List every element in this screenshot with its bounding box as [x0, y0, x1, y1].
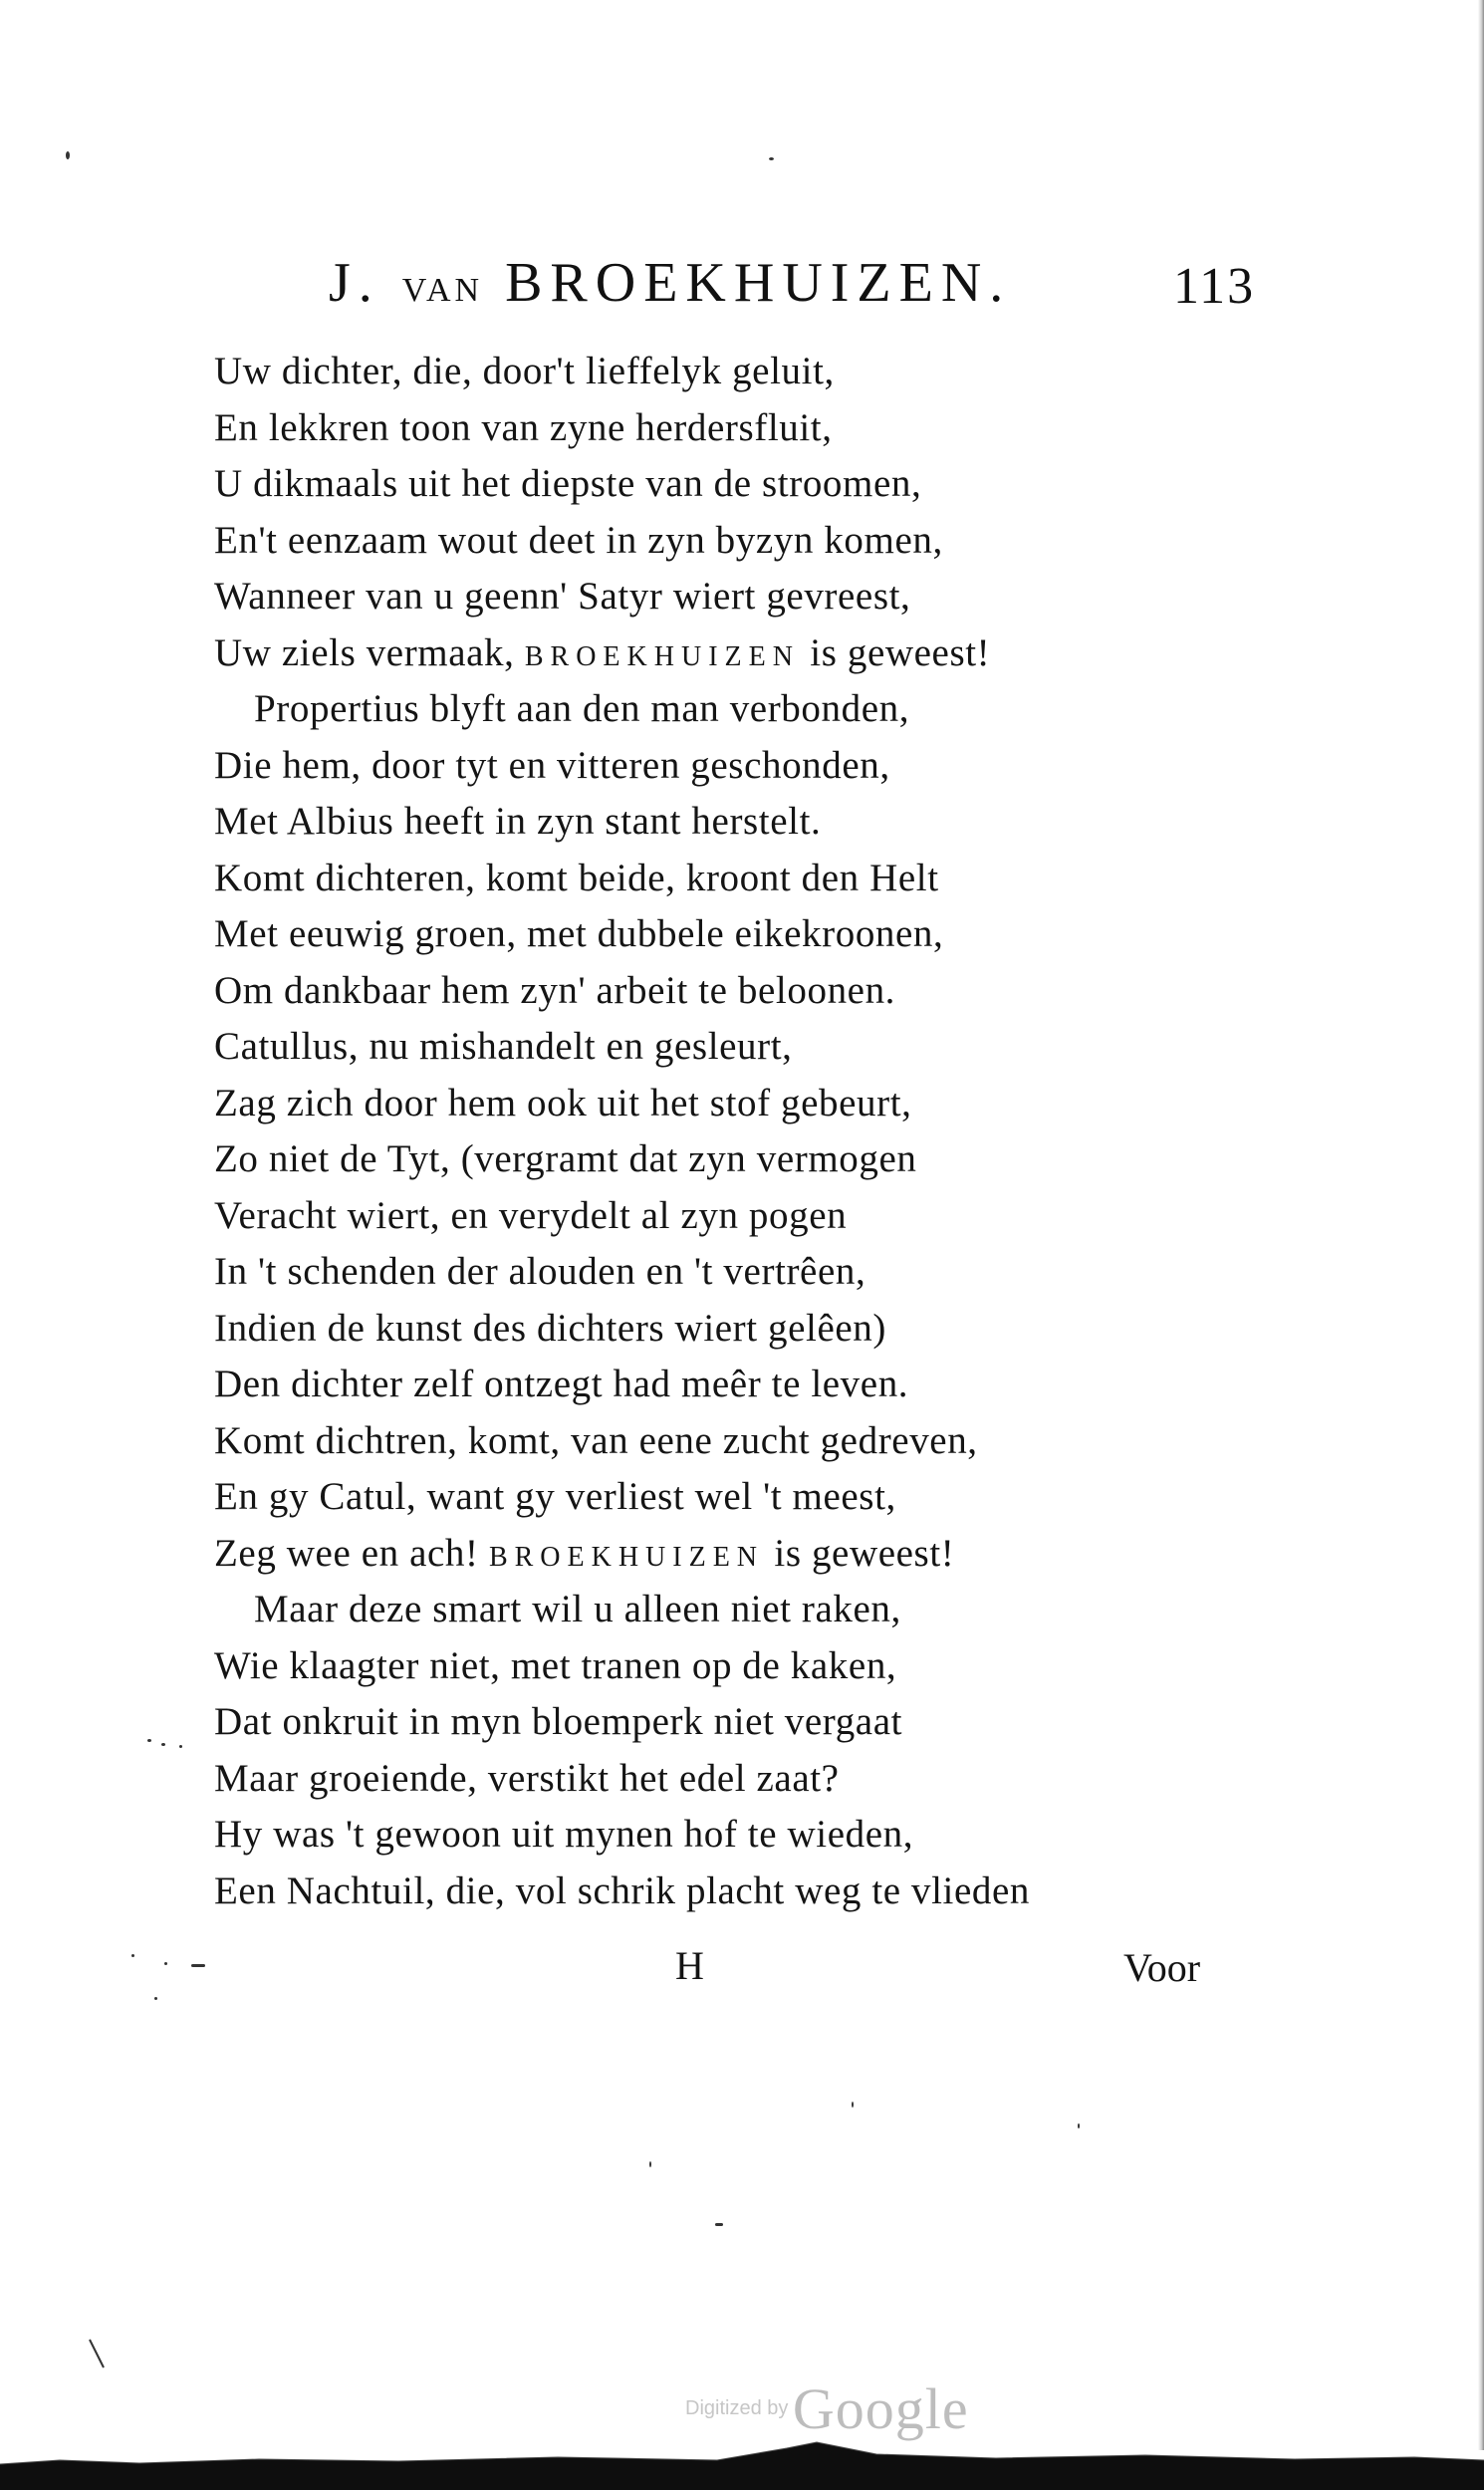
poem-line-text: Zeg wee en ach! [214, 1531, 489, 1575]
poem-line: Den dichter zelf ontzegt had meêr te leven. [214, 1363, 909, 1405]
poem-line: Zo niet de Tyt, (vergramt dat zyn vermogen [214, 1137, 917, 1180]
speck [66, 151, 70, 159]
page-right-edge [1478, 0, 1484, 2450]
poem-line: En lekkren toon van zyne herdersfluit, [214, 405, 833, 449]
poem-line: Maar deze smart wil u alleen niet raken, [254, 1588, 901, 1630]
poem-text [214, 344, 1230, 1919]
poem-name-small-caps: BROEKHUIZEN [524, 640, 800, 672]
poem-line: En't eenzaam wout deet in zyn byzyn komen, [214, 518, 943, 562]
poem-line: Zag zich door hem ook uit het stof gebeurt, [214, 1081, 912, 1124]
poem-line: In 't schenden der alouden en 't vertrêen, [214, 1250, 866, 1293]
scratch-mark [86, 2336, 116, 2375]
poem-line: En gy Catul, want gy verliest wel 't meest, [214, 1475, 896, 1518]
poem-line: U dikmaals uit het diepste van de stroomen, [214, 462, 922, 505]
poem-line-text: Uw ziels vermaak, [214, 630, 525, 674]
poem-line-text: is geweest! [799, 630, 991, 674]
poem-line: Met eeuwig groen, met dubbele eikekroonen, [214, 912, 944, 955]
speck [769, 157, 774, 160]
poem-line: Indien de kunst des dichters wiert gelêen) [214, 1306, 886, 1350]
speck [147, 1739, 151, 1742]
poem-line: Hy was 't gewoon uit mynen hof te wieden, [214, 1813, 914, 1856]
speck [161, 1743, 165, 1746]
poem-line: Een Nachtuil, die, vol schrik placht weg te vlieden [214, 1868, 1031, 1912]
speck [715, 2223, 723, 2226]
poem-line: Maar groeiende, verstikt het edel zaat? [214, 1756, 840, 1800]
speck [852, 2102, 854, 2108]
running-head-title [329, 251, 1011, 315]
running-head [329, 251, 1256, 321]
poem-line: Uw dichter, die, door't lieffelyk geluit, [214, 350, 835, 392]
poem-line [214, 625, 1230, 682]
poem-name-small-caps: BROEKHUIZEN [488, 1541, 765, 1573]
speck [164, 1962, 167, 1965]
running-head-initial: J. [329, 252, 380, 314]
watermark-brand: Google [792, 2376, 969, 2441]
poem-line: Met Albius heeft in zyn stant herstelt. [214, 800, 822, 843]
signature-mark: H [675, 1943, 704, 1988]
poem-line: Komt dichtren, komt, van eene zucht gedreven, [214, 1418, 978, 1462]
running-head-name: BROEKHUIZEN. [505, 252, 1012, 314]
watermark-prefix: Digitized by [685, 2397, 789, 2419]
running-head-van: VAN [401, 272, 484, 309]
page-footer [199, 1942, 1235, 2002]
digitized-watermark [685, 2375, 969, 2441]
poem-line: Wie klaagter niet, met tranen op de kaken, [214, 1643, 897, 1687]
speck [1078, 2123, 1080, 2128]
poem-line: Die hem, door tyt en vitteren geschonden, [214, 743, 890, 787]
speck [131, 1954, 134, 1957]
torn-page-edge [0, 2430, 1484, 2490]
speck [649, 2161, 651, 2167]
catchword: Voor [1123, 1945, 1201, 1990]
poem-line-text: is geweest! [764, 1531, 955, 1575]
speck [191, 1964, 205, 1967]
speck [179, 1745, 182, 1748]
poem-line: Dat onkruit in myn bloemperk niet vergaat [214, 1700, 903, 1743]
page-number: 113 [1173, 258, 1256, 315]
poem-line: Komt dichteren, komt beide, kroont den Helt [214, 856, 939, 899]
poem-line [214, 1526, 1230, 1583]
poem-line: Catullus, nu mishandelt en gesleurt, [214, 1025, 793, 1068]
poem-line: Propertius blyft aan den man verbonden, [254, 687, 910, 730]
speck [154, 1997, 157, 2000]
poem-line: Wanneer van u geenn' Satyr wiert gevreest, [214, 575, 911, 618]
poem-line: Veracht wiert, en verydelt al zyn pogen [214, 1193, 848, 1237]
poem-line: Om dankbaar hem zyn' arbeit te beloonen. [214, 968, 896, 1012]
